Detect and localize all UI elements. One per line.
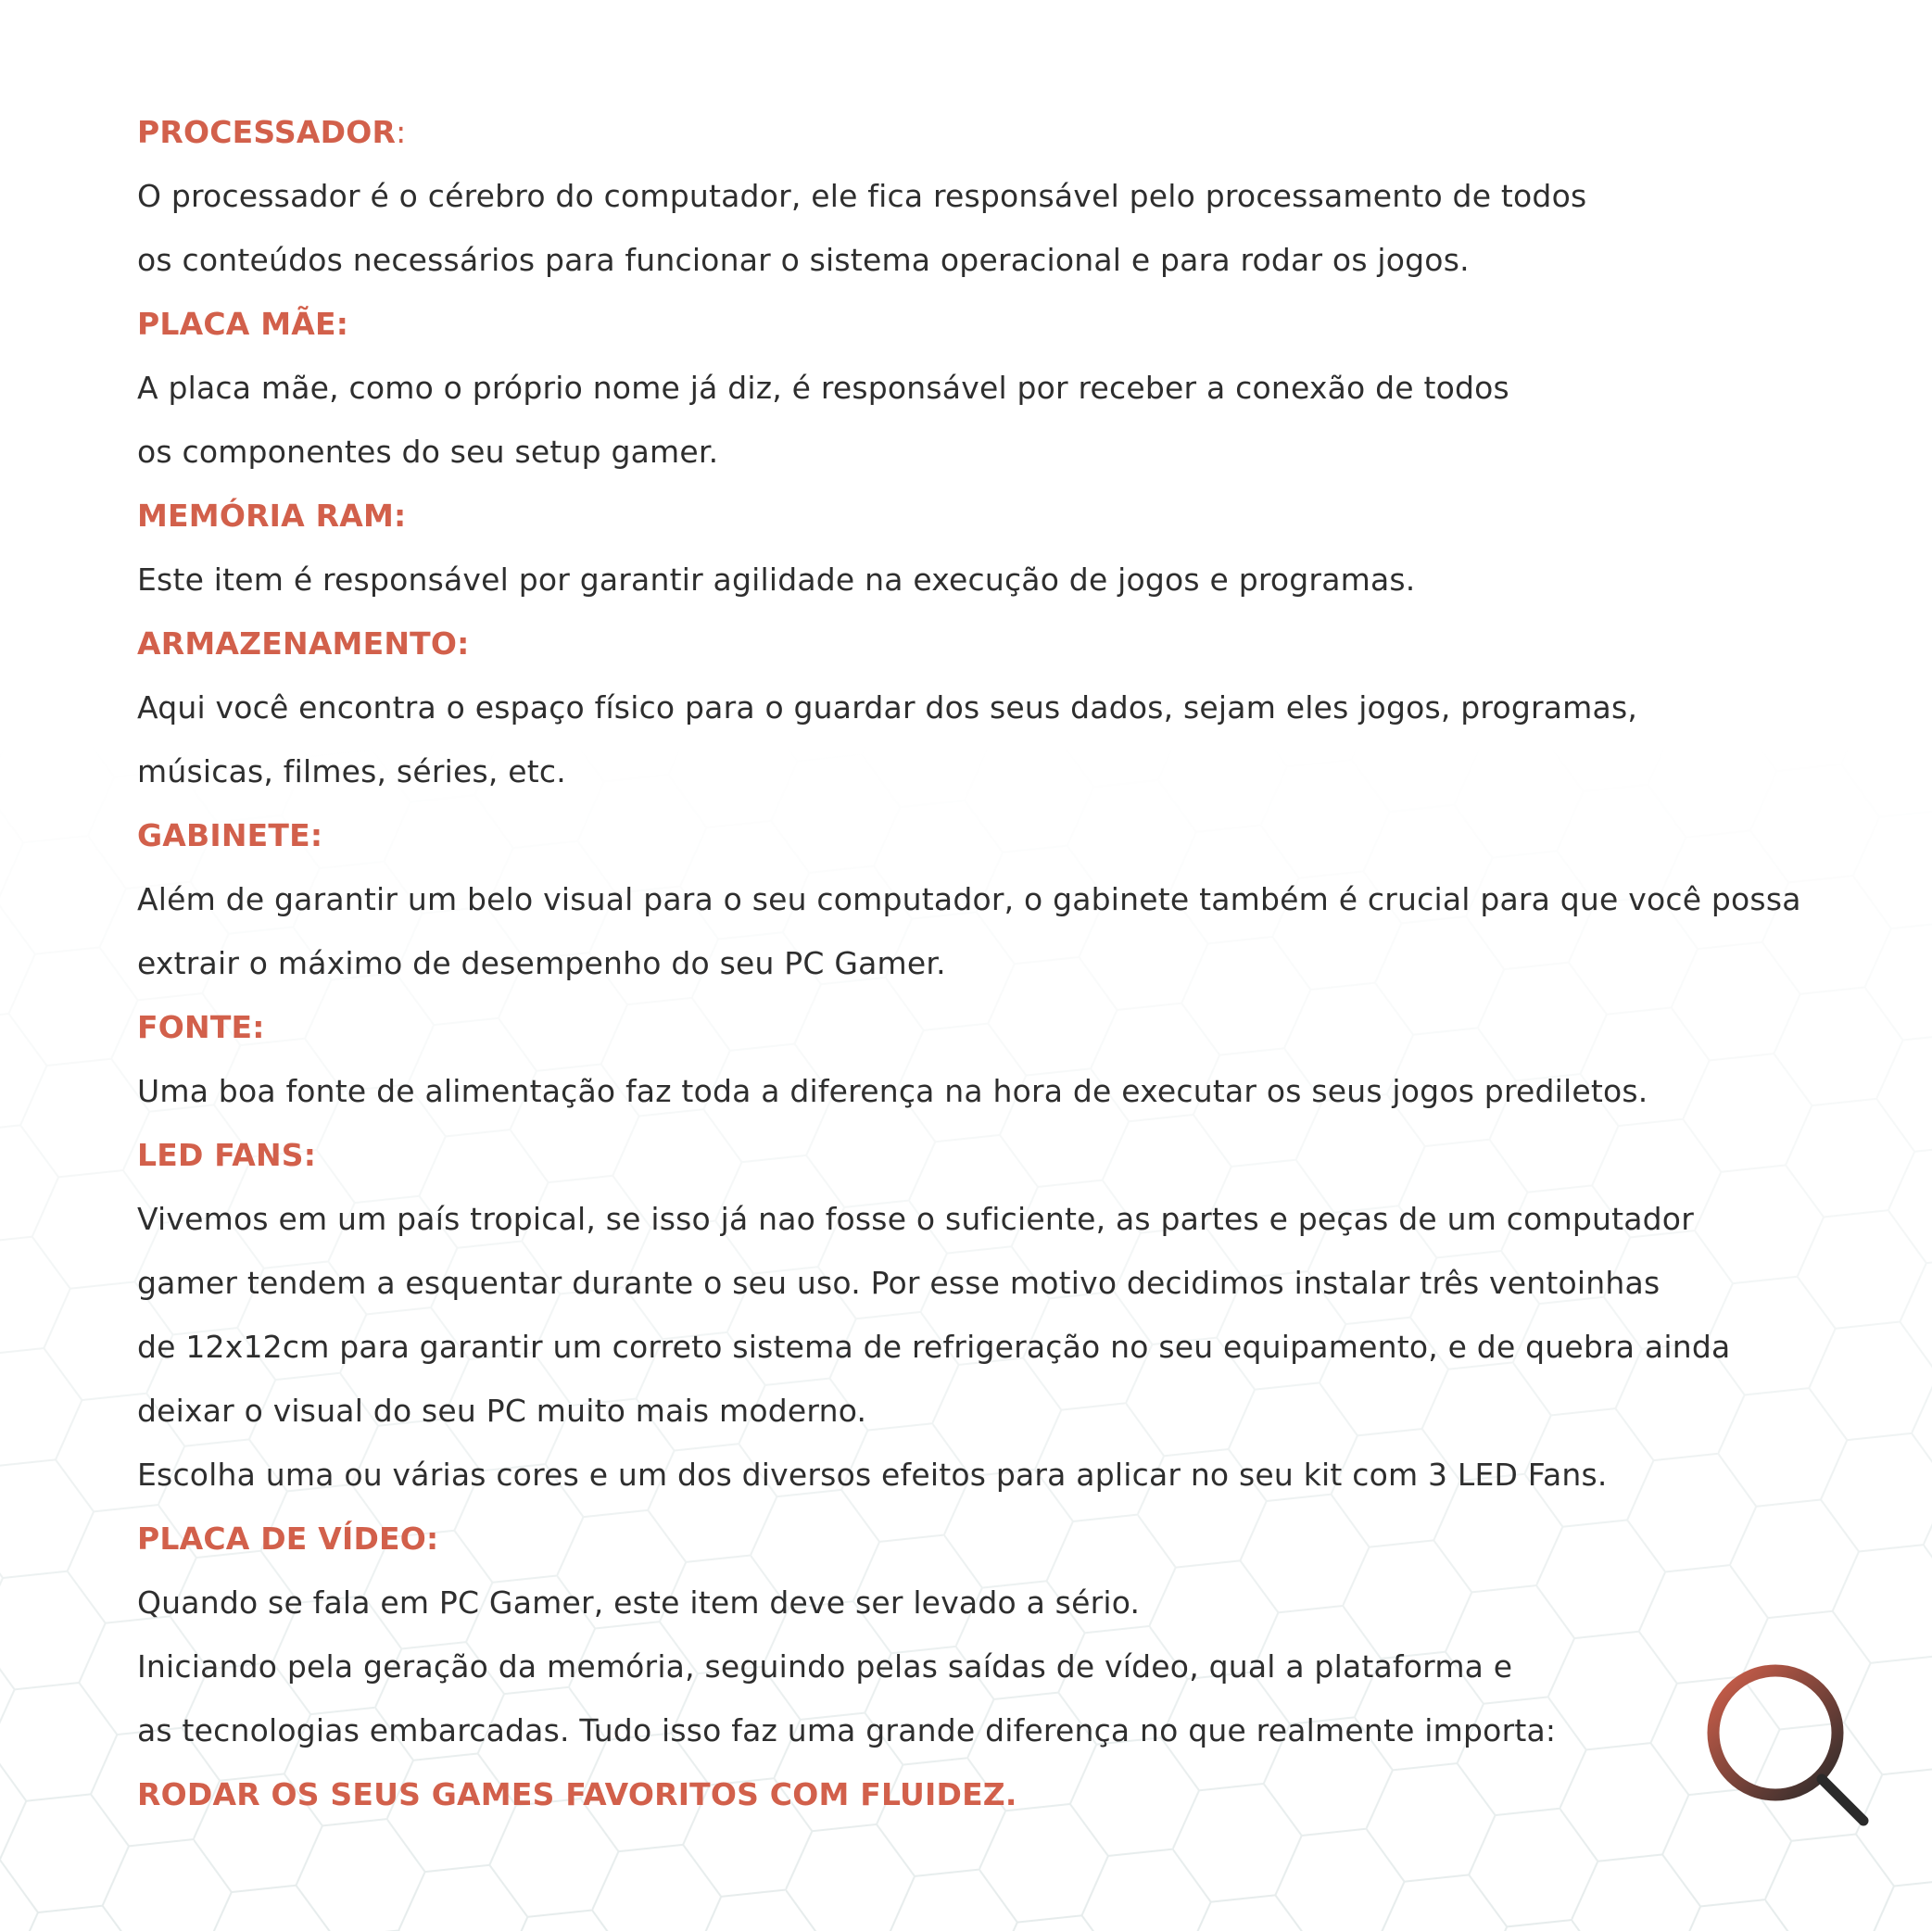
section-text: Uma boa fonte de alimentação faz toda a diferença na hora de executar os seus jogos prediletos.	[137, 1073, 1648, 1109]
section-text: os componentes do seu setup gamer.	[137, 434, 719, 470]
section-text: O processador é o cérebro do computador, ele fica responsável pelo processamento de todos	[137, 178, 1587, 214]
closing-statement: RODAR OS SEUS GAMES FAVORITOS COM FLUIDEZ.	[137, 1776, 1017, 1812]
section-text: gamer tendem a esquentar durante o seu uso. Por esse motivo decidimos instalar três ventoinhas	[137, 1265, 1661, 1301]
section-text: Escolha uma ou várias cores e um dos diversos efeitos para aplicar no seu kit com 3 LED Fans.	[137, 1457, 1608, 1493]
section-heading: PLACA MÃE:	[137, 306, 349, 342]
section-text: Aqui você encontra o espaço físico para o guardar dos seus dados, sejam eles jogos, programas,	[137, 689, 1638, 726]
section-heading: GABINETE:	[137, 817, 323, 853]
section-heading: FONTE:	[137, 1009, 265, 1045]
spec-list	[137, 100, 1879, 1826]
section-heading: ARMAZENAMENTO:	[137, 625, 470, 662]
section-heading: LED FANS:	[137, 1137, 317, 1173]
section-text: extrair o máximo de desempenho do seu PC Gamer.	[137, 945, 946, 981]
section-text: os conteúdos necessários para funcionar o sistema operacional e para rodar os jogos.	[137, 242, 1470, 278]
zoom-in-icon	[1701, 1659, 1874, 1831]
section-heading: PROCESSADOR:	[137, 114, 407, 150]
section-text: Além de garantir um belo visual para o seu computador, o gabinete também é crucial para que você possa	[137, 881, 1801, 917]
section-text: Vivemos em um país tropical, se isso já nao fosse o suficiente, as partes e peças de um computador	[137, 1201, 1694, 1237]
section-text: Este item é responsável por garantir agilidade na execução de jogos e programas.	[137, 562, 1416, 598]
section-text: A placa mãe, como o próprio nome já diz, é responsável por receber a conexão de todos	[137, 370, 1509, 406]
section-text: músicas, filmes, séries, etc.	[137, 753, 566, 789]
section-text: deixar o visual do seu PC muito mais moderno.	[137, 1393, 867, 1429]
section-text: Iniciando pela geração da memória, seguindo pelas saídas de vídeo, qual a plataforma e	[137, 1648, 1513, 1685]
section-text: Quando se fala em PC Gamer, este item deve ser levado a sério.	[137, 1584, 1141, 1621]
section-heading: PLACA DE VÍDEO:	[137, 1521, 439, 1557]
section-text: as tecnologias embarcadas. Tudo isso faz uma grande diferença no que realmente importa:	[137, 1712, 1557, 1748]
section-heading: MEMÓRIA RAM:	[137, 498, 407, 534]
section-text: de 12x12cm para garantir um correto sistema de refrigeração no seu equipamento, e de quebra ainda	[137, 1329, 1731, 1365]
zoom-button[interactable]	[1701, 1659, 1874, 1831]
